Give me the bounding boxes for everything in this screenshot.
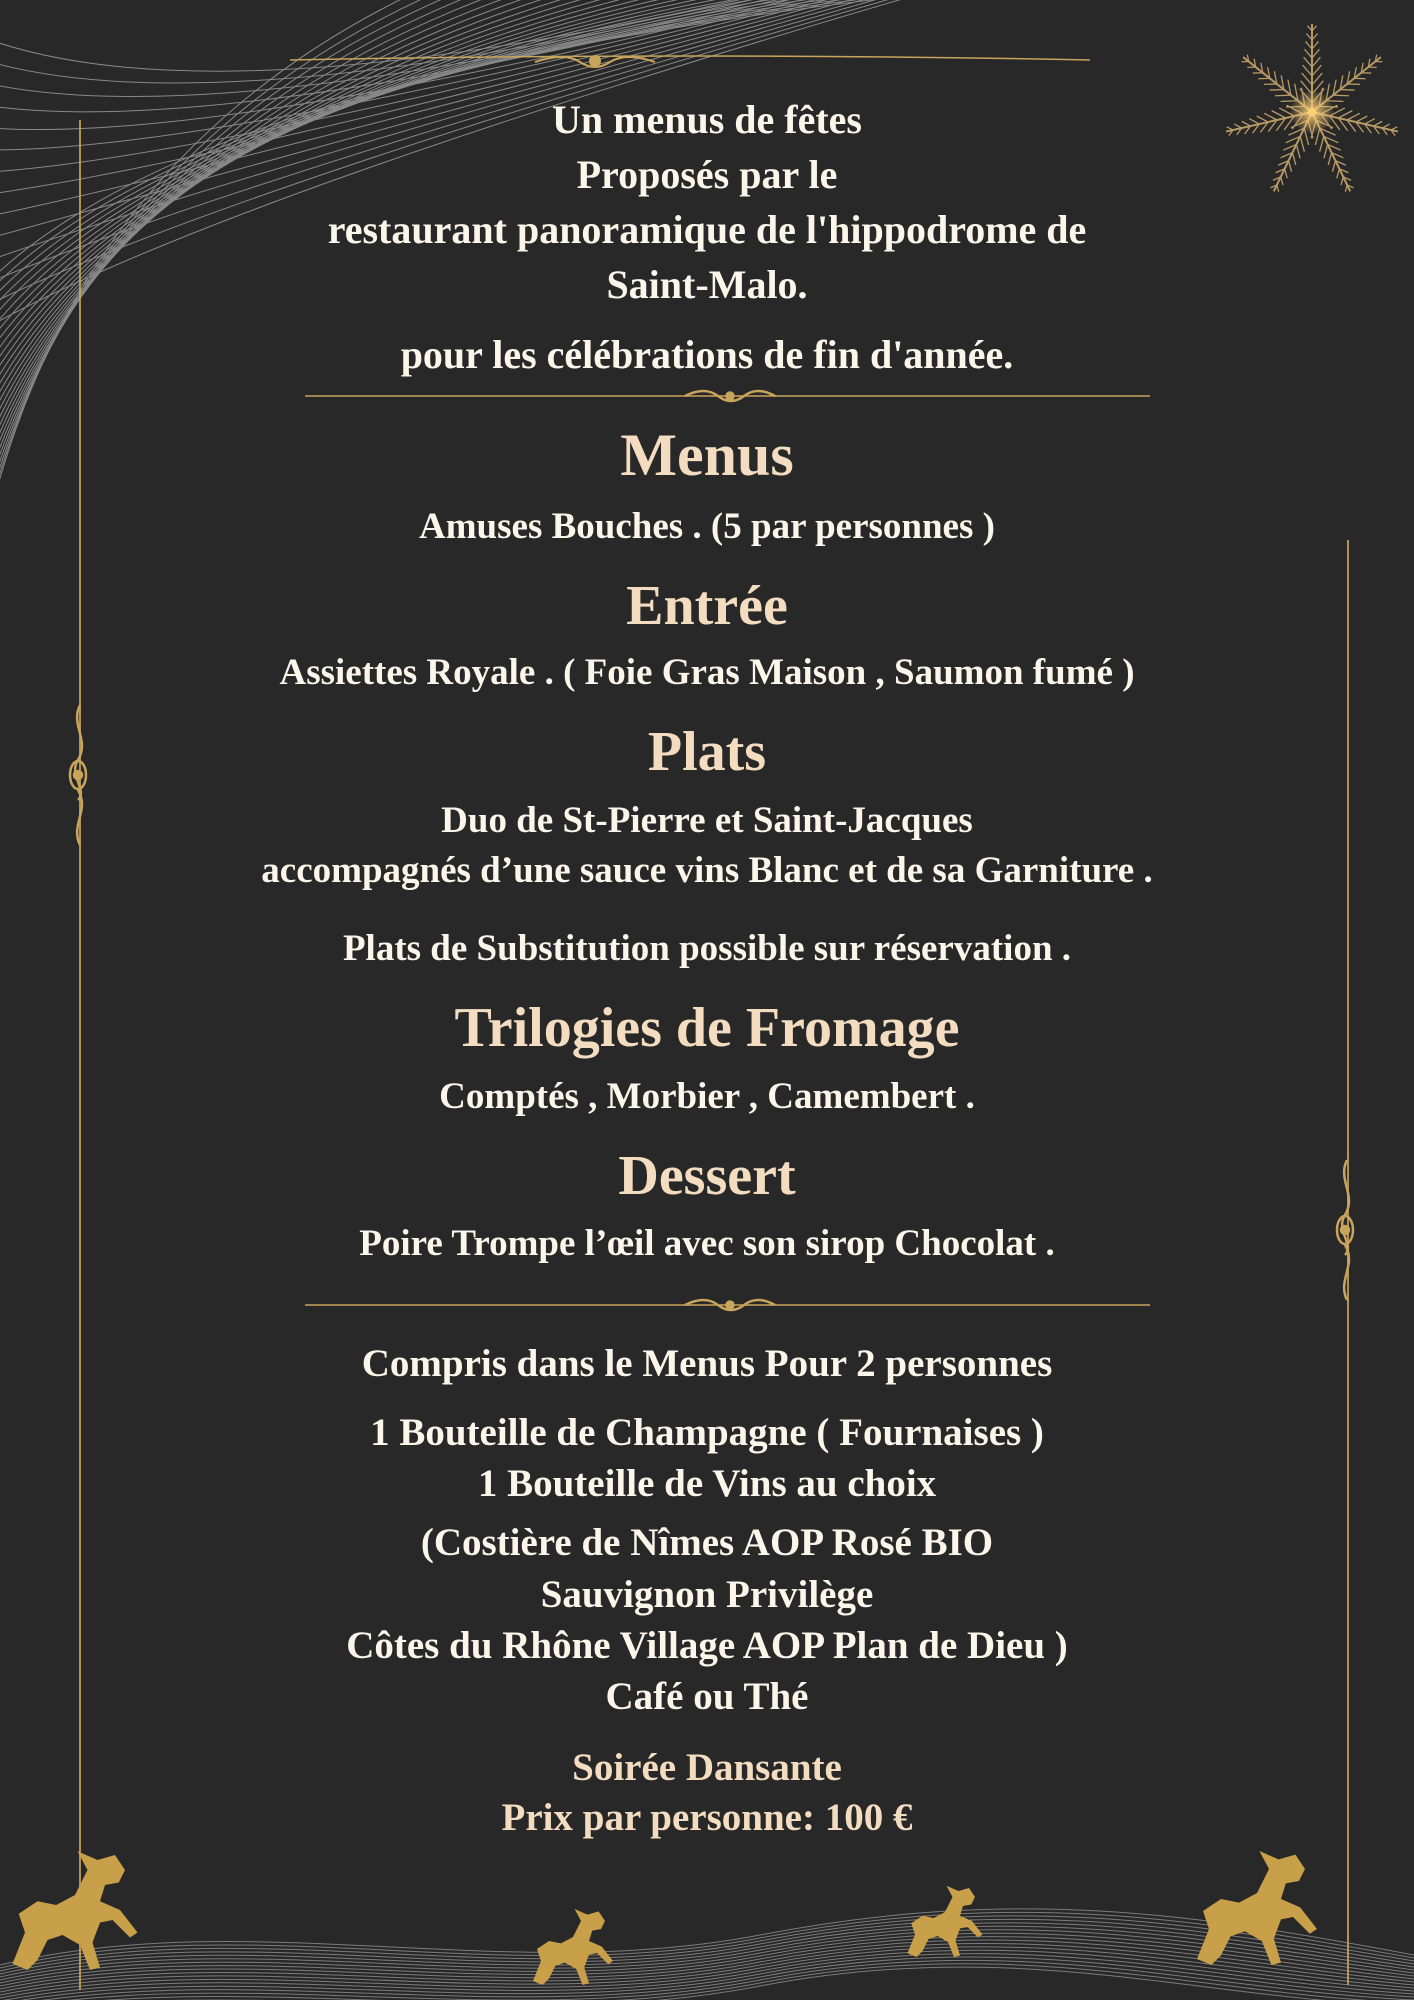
wine-choice-1: (Costière de Nîmes AOP Rosé BIO: [420, 1521, 994, 1564]
intro-line-1: Un menus de fêtes: [552, 97, 862, 142]
fromage-text: Comptés , Morbier , Camembert .: [439, 1076, 975, 1117]
intro-line-5: pour les célébrations de fin d'année.: [400, 332, 1014, 377]
intro-line-4: Saint-Malo.: [606, 262, 808, 307]
price-line: Prix par personne: 100 €: [501, 1796, 913, 1839]
dessert-title: Dessert: [618, 1145, 796, 1207]
soiree-dansante: Soirée Dansante: [572, 1746, 842, 1789]
entree-title: Entrée: [626, 575, 788, 637]
horse-silhouette-icon: [1197, 1851, 1317, 1965]
included-title: Compris dans le Menus Pour 2 personnes: [361, 1342, 1053, 1385]
entree-text: Assiettes Royale . ( Foie Gras Maison , Saumon fumé ): [279, 652, 1135, 693]
intro-line-2: Proposés par le: [576, 152, 838, 197]
substitution-text: Plats de Substitution possible sur réservation .: [342, 928, 1072, 969]
amuses-bouches: Amuses Bouches . (5 par personnes ): [419, 506, 995, 547]
wine-choice-3: Côtes du Rhône Village AOP Plan de Dieu ): [346, 1624, 1068, 1667]
plats-line-2: accompagnés d’une sauce vins Blanc et de sa Garniture .: [261, 850, 1153, 891]
plats-title: Plats: [647, 721, 767, 783]
ornament-divider-icon: [305, 1300, 1150, 1310]
menu-title: Menus: [620, 422, 794, 488]
dessert-text: Poire Trompe l’œil avec son sirop Chocolat .: [359, 1223, 1055, 1264]
champagne-line: 1 Bouteille de Champagne ( Fournaises ): [370, 1411, 1044, 1454]
intro-line-3: restaurant panoramique de l'hippodrome de: [327, 207, 1087, 252]
cafe-the-line: Café ou Thé: [605, 1675, 809, 1718]
wine-choice-2: Sauvignon Privilège: [540, 1573, 874, 1616]
fromage-title: Trilogies de Fromage: [454, 997, 960, 1059]
vin-line: 1 Bouteille de Vins au choix: [477, 1462, 937, 1505]
ornament-divider-icon: [305, 391, 1150, 401]
horse-silhouette-icon: [908, 1886, 983, 1957]
plats-line-1: Duo de St-Pierre et Saint-Jacques: [441, 800, 973, 841]
horse-silhouette-icon: [13, 1851, 138, 1970]
